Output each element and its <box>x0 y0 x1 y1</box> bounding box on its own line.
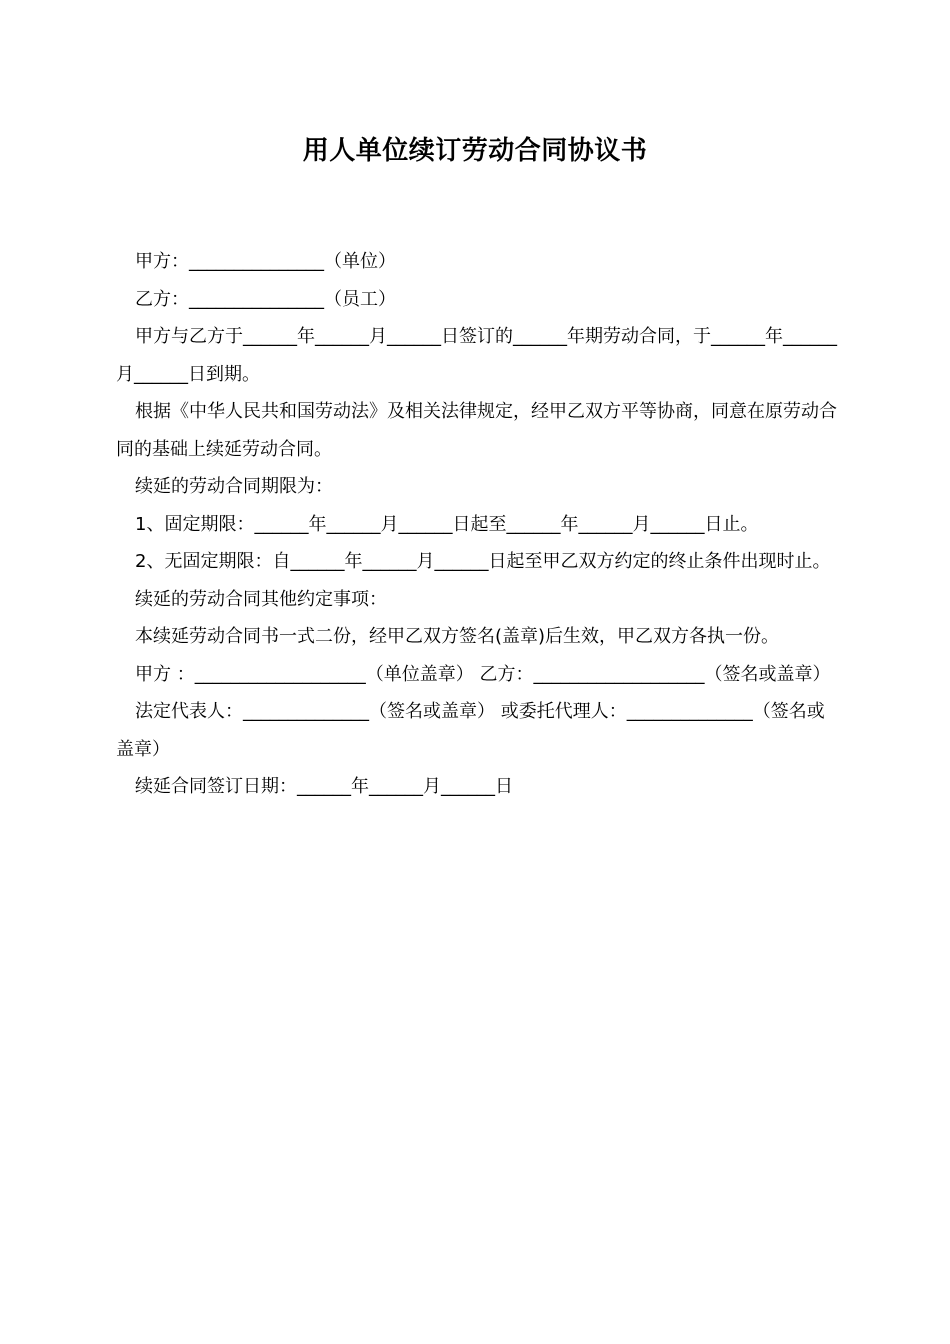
document-title: 用人单位续订劳动合同协议书 <box>302 136 648 166</box>
representative-line: 法定代表人：______________（签名或盖章） 或委托代理人：______________（签名或盖章） <box>116 701 825 760</box>
other-terms-heading: 续延的劳动合同其他约定事项： <box>135 588 387 610</box>
open-term-item: 2、无固定期限：自______年______月______日起至甲乙双方约定的终止条件出现时止。 <box>135 551 831 572</box>
document-body <box>116 243 838 806</box>
term-heading: 续延的劳动合同期限为： <box>135 476 333 497</box>
party-a-line: 甲方：_______________（单位） <box>135 251 396 272</box>
signing-date-line: 续延合同签订日期：______年______月______日 <box>135 776 513 797</box>
copies-paragraph: 本续延劳动合同书一式二份，经甲乙双方签名(盖章)后生效，甲乙双方各执一份。 <box>135 626 780 647</box>
party-b-line: 乙方：_______________（员工） <box>135 288 396 310</box>
signature-line: 甲方 ：___________________（单位盖章） 乙方：___________________（签名或盖章） <box>135 663 831 685</box>
fixed-term-item: 1、固定期限：______年______月______日起至______年______月______日止。 <box>135 513 759 535</box>
original-contract-paragraph: 甲方与乙方于______年______月______日签订的______年期劳动合同，于______年______月______日到期。 <box>116 326 837 385</box>
legal-basis-paragraph: 根据《中华人民共和国劳动法》及相关法律规定，经甲乙双方平等协商，同意在原劳动合同的基础上续延劳动合同。 <box>116 401 837 460</box>
